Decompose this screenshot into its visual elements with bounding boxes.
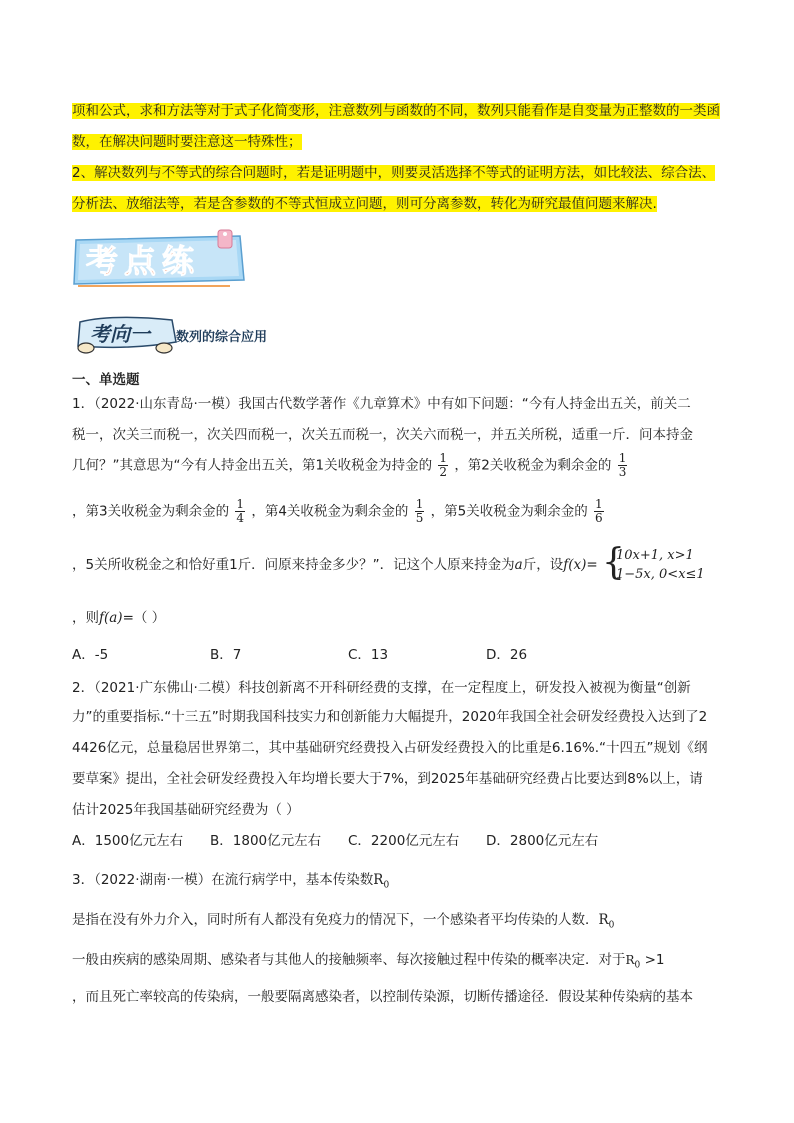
badge-title: 考点练: [86, 242, 201, 280]
q3-line-3: [72, 948, 664, 970]
q1-line-2: 税一，次关三而税一，次关四而税一，次关五而税一，次关六而税一，并五关所税，适重一斤．问本持金: [72, 427, 693, 443]
q3-line-4: ，而且死亡率较高的传染病，一般要隔离感染者，以控制传染源，切断传播途径．假设某种传染病的基本: [72, 989, 693, 1005]
text-span: 是指在没有外力介入，同时所有人都没有免疫力的情况下，一个感染者平均传染的人数．: [72, 912, 599, 928]
fraction-1-5: $\frac{1}{5}$: [415, 497, 424, 525]
q1-option-b[interactable]: B．7: [210, 647, 242, 663]
text-span: ，5关所收税金之和恰好重1斤．问原来持金多少？”．记这个人原来持金为: [72, 557, 515, 573]
q2-option-b[interactable]: B．1800亿元左右: [210, 833, 322, 849]
q1-line-1: 1．（2022·山东青岛·一模）我国古代数学著作《九章算术》中有如下问题：“今有人持金出五关，前关二: [72, 396, 691, 412]
q1-option-d[interactable]: D．26: [486, 647, 528, 663]
q1-line-6: [72, 606, 165, 626]
q2-line-5: 估计2025年我国基础研究经费为（ ）: [72, 802, 300, 818]
text-span: ，第2关收税金为剩余金的: [454, 457, 612, 474]
text-span: 一般由疾病的感染周期、感染者与其他人的接触频率、每次接触过程中传染的概率决定．对于: [72, 952, 626, 968]
text-span: =（ ）: [122, 610, 166, 626]
fraction-1-4: $\frac{1}{4}$: [236, 497, 245, 525]
r0-symbol: $R_0$: [598, 912, 615, 931]
q2-line-2: 力”的重要指标.“十三五”时期我国科技实力和创新能力大幅提升，2020年我国全社会研发经费投入达到了2: [72, 709, 708, 725]
highlighted-text: 项和公式，求和方法等对于式子化简变形，注意数列与函数的不同，数列只能看作是自变量为正整数的一类函数，在解决问题时要注意这一特殊性；: [72, 103, 720, 150]
text-span: ，则: [72, 610, 99, 626]
q2-line-3: 4426亿元，总量稳居世界第二，其中基础研究经费投入占研发经费投入的比重是6.16%.“十四五”规划《纲: [72, 740, 708, 756]
r0-symbol: $R_0$: [373, 872, 390, 891]
q2-option-c[interactable]: C．2200亿元左右: [348, 833, 460, 849]
q1-line-3: [72, 452, 629, 479]
intro-paragraph-2: [72, 158, 720, 220]
q1-option-c[interactable]: C．13: [348, 647, 389, 663]
q3-line-2: [72, 908, 614, 931]
piece-case-1: 10x+1, x>1: [616, 548, 694, 563]
q3-line-1: [72, 868, 389, 891]
q2-line-1: 2．（2021·广东佛山·二模）科技创新离不开科研经费的支撑，在一定程度上，研发投入被视为衡量“创新: [72, 680, 691, 696]
kaodianlian-badge: [70, 228, 250, 290]
piecewise-function: [602, 542, 705, 584]
text-span: >1: [640, 952, 665, 968]
text-span: 3．（2022·湖南·一模）在流行病学中，基本传染数: [72, 872, 374, 888]
text-span: 斤，设: [522, 557, 564, 573]
q2-option-d[interactable]: D．2800亿元左右: [486, 833, 599, 849]
q1-option-a[interactable]: A．-5: [72, 647, 109, 663]
intro-paragraph-1: [72, 96, 720, 158]
section-tag-label: 考向一: [90, 322, 150, 346]
variable-a: a: [514, 557, 523, 573]
brace-icon: {: [602, 542, 625, 583]
function-fa: f(a): [99, 610, 123, 626]
fraction-1-6: $\frac{1}{6}$: [595, 497, 603, 525]
text-span: ，第3关收税金为剩余金的: [72, 503, 230, 520]
r0-symbol: $R_0$: [625, 953, 641, 971]
piece-case-2: 1−5x, 0<x≤1: [616, 567, 705, 582]
function-fx: f(x)=: [563, 557, 598, 573]
section-title: 数列的综合应用: [176, 330, 268, 345]
text-span: ，第5关收税金为剩余金的: [430, 503, 588, 520]
section-heading: 一、单选题: [72, 372, 140, 388]
q2-line-4: 要草案》提出，全社会研发经费投入年均增长要大于7%，到2025年基础研究经费占比要达到8%以上，请: [72, 771, 703, 787]
text-span: 几何？”其意思为“今有人持金出五关，第1关收税金为持金的: [72, 457, 433, 474]
text-span: ，第4关收税金为剩余金的: [251, 503, 409, 520]
q2-option-a[interactable]: A．1500亿元左右: [72, 833, 184, 849]
fraction-1-2: $\frac{1}{2}$: [439, 451, 448, 479]
q1-line-4: [72, 498, 606, 525]
fraction-1-3: $\frac{1}{3}$: [618, 451, 627, 479]
section-tag: [72, 312, 182, 356]
q1-line-5: [72, 542, 705, 584]
highlighted-text: 2、解决数列与不等式的综合问题时，若是证明题中，则要灵活选择不等式的证明方法，如比较法、综合法、分析法、放缩法等，若是含参数的不等式恒成立问题，则可分离参数，转化为研究最值问题来解决.: [72, 165, 716, 212]
